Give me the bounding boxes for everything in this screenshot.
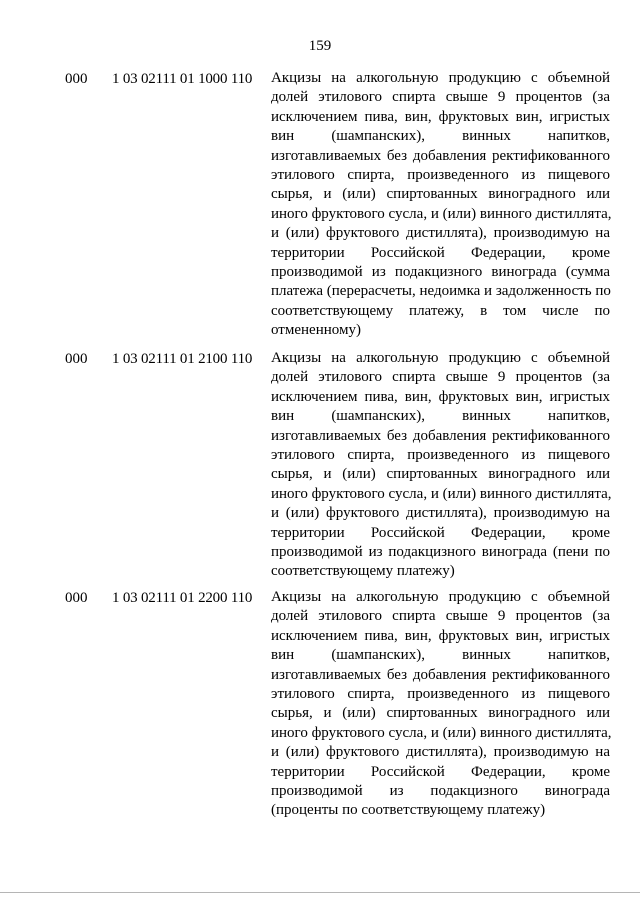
entry-description [271, 69, 610, 341]
description-line: вин (шампанских), винных напитков, [271, 647, 610, 664]
description-line: платежа (перерасчеты, недоимка и задолженность по [271, 283, 611, 300]
kbk-code: 1 03 02111 01 2100 110 [112, 351, 253, 367]
description-line: исключением пива, вин, фруктовых вин, игристых [271, 108, 610, 125]
description-line: Акцизы на алкогольную продукцию с объемной [271, 70, 610, 86]
description-line: долей этилового спирта свыше 9 процентов (за [271, 608, 610, 625]
admin-code: 000 [65, 351, 88, 367]
description-line: сырья, и (или) спиртованных виноградного или [271, 466, 610, 483]
admin-code: 000 [65, 71, 88, 87]
admin-code: 000 [65, 590, 88, 606]
description-line: этилового спирта, произведенного из пищевого [271, 167, 610, 184]
description-line: долей этилового спирта свыше 9 процентов (за [271, 369, 610, 386]
description-line: отмененному) [271, 322, 361, 339]
description-line: территории Российской Федерации, кроме [271, 244, 610, 261]
description-line: изготавливаемых без добавления ректификованного [271, 147, 610, 164]
description-line: сырья, и (или) спиртованных виноградного или [271, 186, 610, 203]
description-line: территории Российской Федерации, кроме [271, 524, 610, 541]
description-line: иного фруктового сусла, и (или) винного дистиллята, [271, 724, 612, 741]
description-line: вин (шампанских), винных напитков, [271, 128, 610, 145]
description-line: и (или) фруктового дистиллята), производимую на [271, 744, 610, 761]
description-line: производимой из подакцизного винограда (сумма [271, 264, 610, 281]
description-line: сырья, и (или) спиртованных виноградного или [271, 705, 610, 722]
description-line: и (или) фруктового дистиллята), производимую на [271, 225, 610, 242]
entry-description [271, 588, 610, 821]
description-line: производимой из подакцизного винограда [271, 783, 610, 800]
description-line: территории Российской Федерации, кроме [271, 763, 610, 780]
description-line: изготавливаемых без добавления ректификованного [271, 666, 610, 683]
description-line: и (или) фруктового дистиллята), производимую на [271, 505, 610, 522]
kbk-code: 1 03 02111 01 1000 110 [112, 71, 253, 87]
page-bottom-rule [0, 892, 640, 893]
description-line: соответствующему платежу) [271, 563, 455, 580]
description-line: долей этилового спирта свыше 9 процентов (за [271, 89, 610, 106]
description-line: иного фруктового сусла, и (или) винного дистиллята, [271, 205, 612, 222]
kbk-code: 1 03 02111 01 2200 110 [112, 590, 253, 606]
description-line: иного фруктового сусла, и (или) винного дистиллята, [271, 485, 612, 502]
description-line: Акцизы на алкогольную продукцию с объемной [271, 350, 610, 366]
description-line: этилового спирта, произведенного из пищевого [271, 686, 610, 703]
description-line: изготавливаемых без добавления ректификованного [271, 427, 610, 444]
page-number: 159 [308, 38, 332, 54]
description-line: Акцизы на алкогольную продукцию с объемной [271, 589, 610, 605]
description-line: производимой из подакцизного винограда (пени по [271, 544, 610, 561]
description-line: исключением пива, вин, фруктовых вин, игристых [271, 388, 610, 405]
entry-description [271, 349, 610, 582]
description-line: (проценты по соответствующему платежу) [271, 802, 546, 819]
description-line: исключением пива, вин, фруктовых вин, игристых [271, 627, 610, 644]
description-line: вин (шампанских), винных напитков, [271, 408, 610, 425]
description-line: соответствующему платежу, в том числе по [271, 302, 610, 319]
description-line: этилового спирта, произведенного из пищевого [271, 447, 610, 464]
